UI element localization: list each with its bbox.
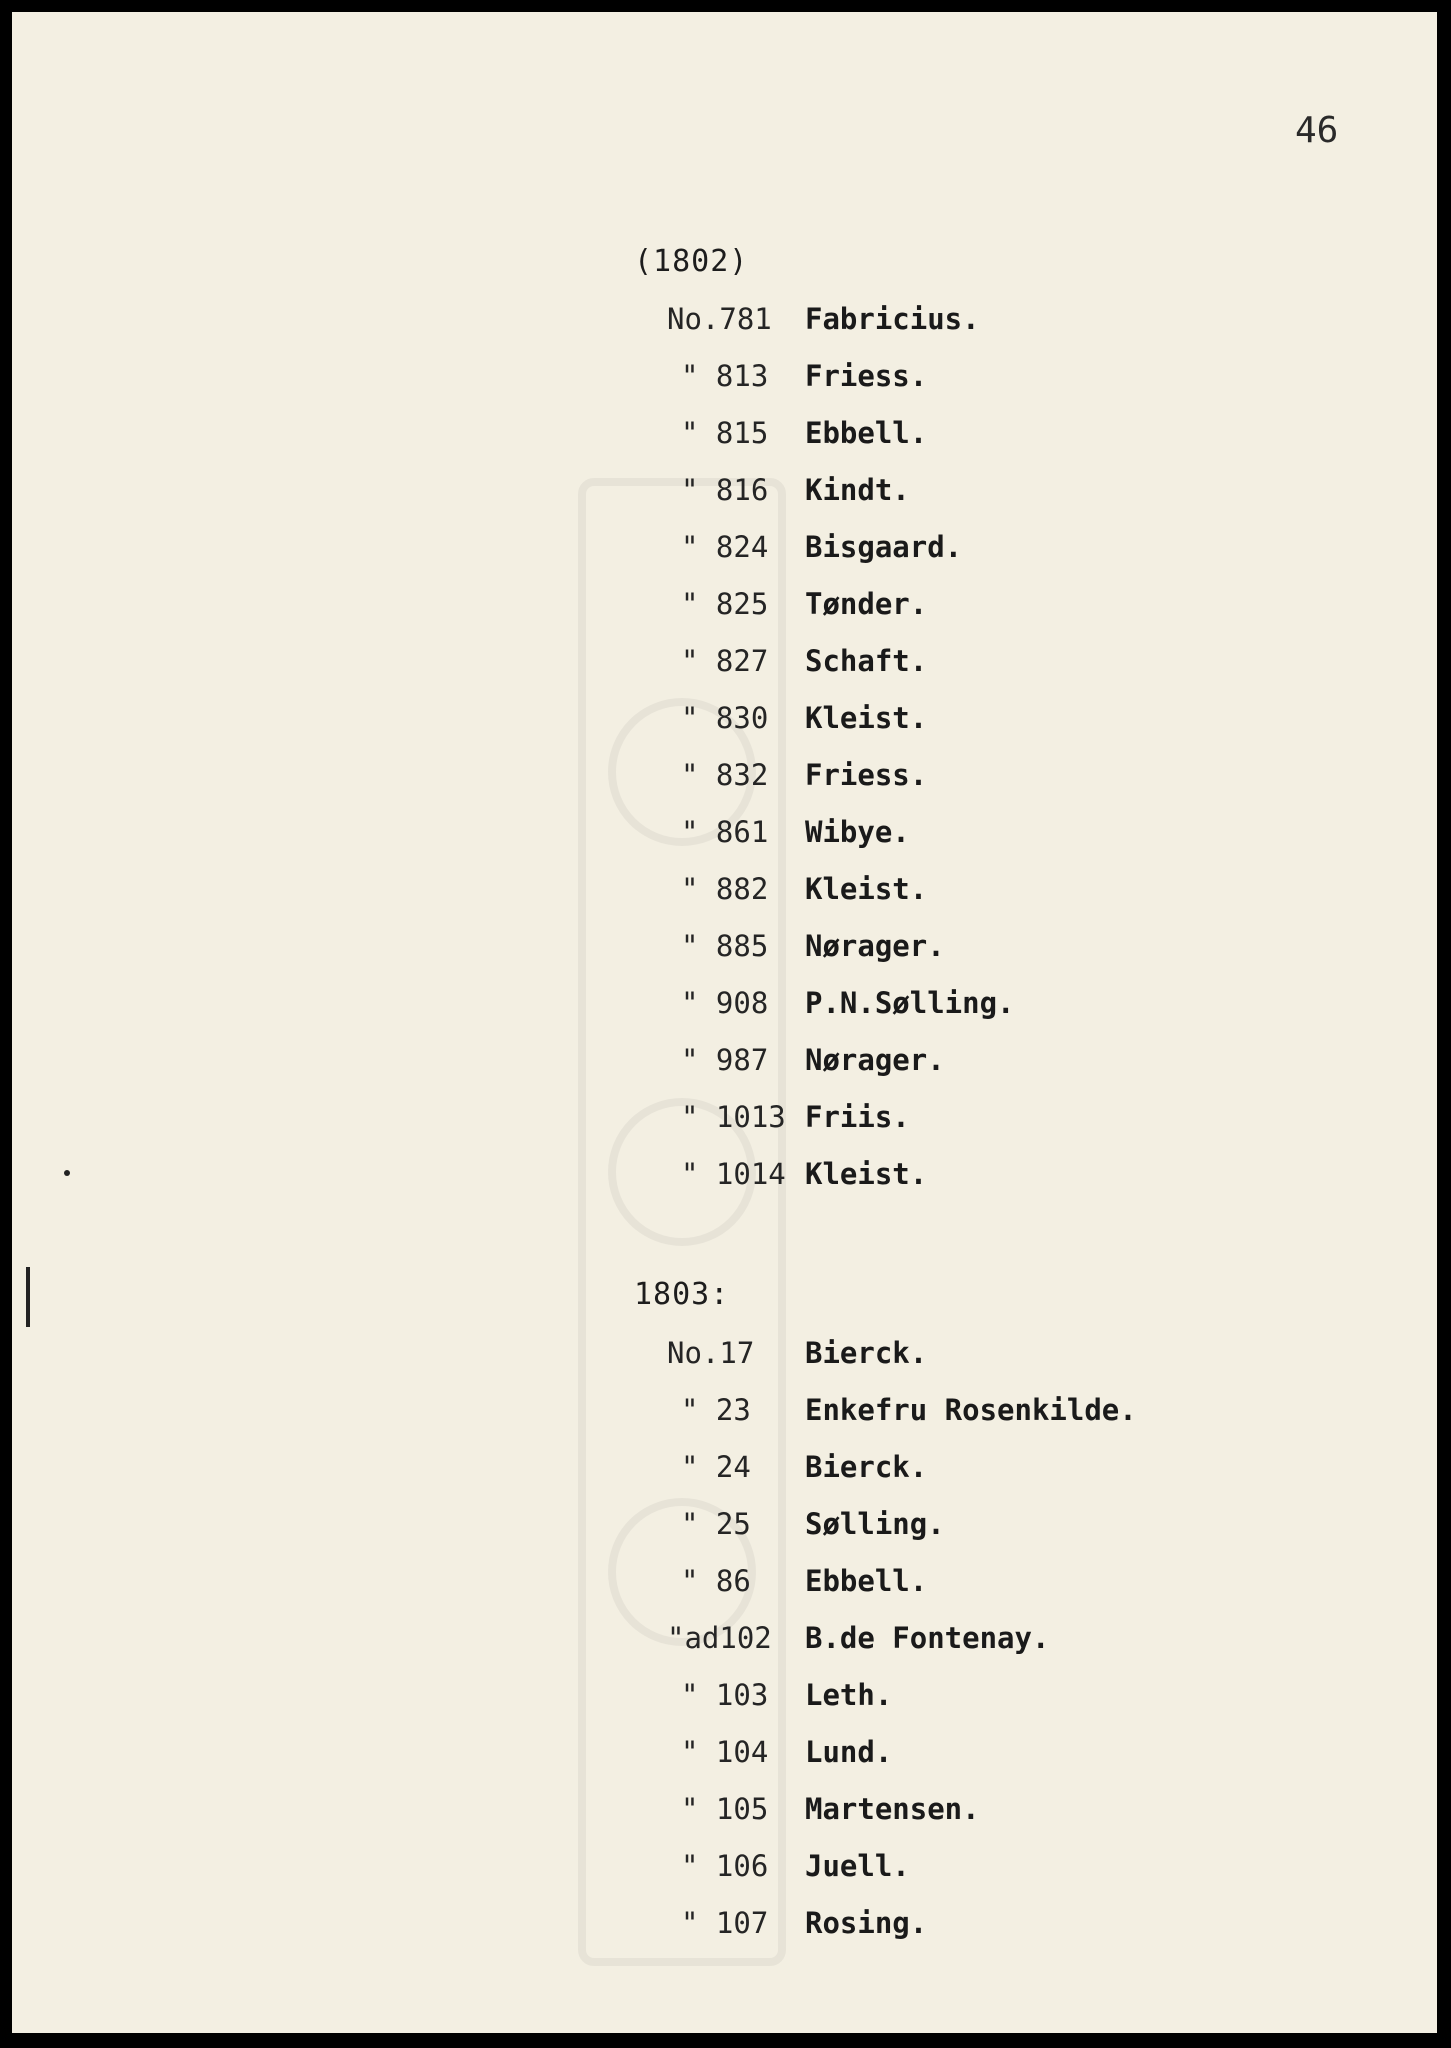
entry-name: Sølling.: [805, 1507, 945, 1541]
entry-name: Bierck.: [805, 1336, 928, 1370]
entry-name: Fabricius.: [805, 302, 980, 336]
entry-name: Tønder.: [805, 587, 928, 621]
entry-name: Nørager.: [805, 1043, 945, 1077]
entry-number: " 107: [681, 1906, 769, 1940]
entry-number: "ad102: [667, 1621, 772, 1655]
list-item: [667, 1393, 1137, 1433]
entry-number: " 105: [681, 1792, 769, 1826]
margin-mark: [26, 1267, 30, 1327]
list-item: [667, 701, 927, 741]
document-page: [12, 12, 1437, 2033]
entry-name: Ebbell.: [805, 1564, 928, 1598]
entry-name: Enkefru Rosenkilde.: [805, 1393, 1137, 1427]
entry-name: Rosing.: [805, 1906, 928, 1940]
page-number: 46: [1295, 110, 1339, 151]
entry-name: Friess.: [805, 758, 928, 792]
list-item: [667, 302, 980, 342]
entry-number: " 1013: [681, 1100, 786, 1134]
list-item: [667, 1735, 892, 1775]
list-item: [667, 872, 927, 912]
list-item: [667, 758, 927, 798]
entry-name: Ebbell.: [805, 416, 928, 450]
entry-name: Bisgaard.: [805, 530, 963, 564]
entry-number: " 106: [681, 1849, 769, 1883]
list-item: [667, 416, 927, 456]
entry-name: B.de Fontenay.: [805, 1621, 1050, 1655]
entry-number: " 987: [681, 1043, 769, 1077]
list-item: [667, 1157, 927, 1197]
entry-number: " 825: [681, 587, 769, 621]
section-title-1802: (1802): [634, 244, 749, 279]
entry-name: Bierck.: [805, 1450, 928, 1484]
entry-name: Friis.: [805, 1100, 910, 1134]
entry-number: " 1014: [681, 1157, 786, 1191]
entry-name: Kindt.: [805, 473, 910, 507]
entry-number: " 24: [681, 1450, 751, 1484]
entry-number: No.17: [667, 1336, 755, 1370]
entry-name: Juell.: [805, 1849, 910, 1883]
list-item: [667, 1849, 910, 1889]
list-item: [667, 1507, 945, 1547]
list-item: [667, 1100, 910, 1140]
list-item: [667, 1678, 892, 1718]
entry-number: " 23: [681, 1393, 751, 1427]
entry-name: Kleist.: [805, 701, 928, 735]
list-item: [667, 1906, 927, 1946]
list-item: [667, 587, 927, 627]
list-item: [667, 1043, 945, 1083]
entry-name: Nørager.: [805, 929, 945, 963]
entry-number: " 885: [681, 929, 769, 963]
entry-name: Kleist.: [805, 1157, 928, 1191]
entry-number: " 908: [681, 986, 769, 1020]
list-item: [667, 815, 910, 855]
section-title-1803: 1803:: [634, 1277, 730, 1312]
entry-name: Martensen.: [805, 1792, 980, 1826]
entry-number: " 25: [681, 1507, 751, 1541]
entry-name: Leth.: [805, 1678, 893, 1712]
list-item: [667, 929, 945, 969]
entry-name: Schaft.: [805, 644, 928, 678]
entry-name: Friess.: [805, 359, 928, 393]
list-item: [667, 530, 962, 570]
margin-dot: [64, 1170, 70, 1176]
list-item: [667, 359, 927, 399]
list-item: [667, 473, 910, 513]
list-item: [667, 1564, 927, 1604]
entry-number: " 815: [681, 416, 769, 450]
entry-number: " 816: [681, 473, 769, 507]
entry-number: No.781: [667, 302, 772, 336]
list-item: [667, 1621, 1049, 1661]
list-item: [667, 1450, 927, 1490]
entry-number: " 832: [681, 758, 769, 792]
entry-number: " 882: [681, 872, 769, 906]
entry-number: " 813: [681, 359, 769, 393]
entry-number: " 104: [681, 1735, 769, 1769]
entry-number: " 830: [681, 701, 769, 735]
entry-number: " 86: [681, 1564, 751, 1598]
list-item: [667, 1792, 980, 1832]
entry-number: " 824: [681, 530, 769, 564]
list-item: [667, 1336, 927, 1376]
list-item: [667, 644, 927, 684]
entry-number: " 827: [681, 644, 769, 678]
entry-name: Wibye.: [805, 815, 910, 849]
entry-name: Lund.: [805, 1735, 893, 1769]
entry-name: P.N.Sølling.: [805, 986, 1015, 1020]
entry-number: " 103: [681, 1678, 769, 1712]
entry-name: Kleist.: [805, 872, 928, 906]
list-item: [667, 986, 1015, 1026]
entry-number: " 861: [681, 815, 769, 849]
